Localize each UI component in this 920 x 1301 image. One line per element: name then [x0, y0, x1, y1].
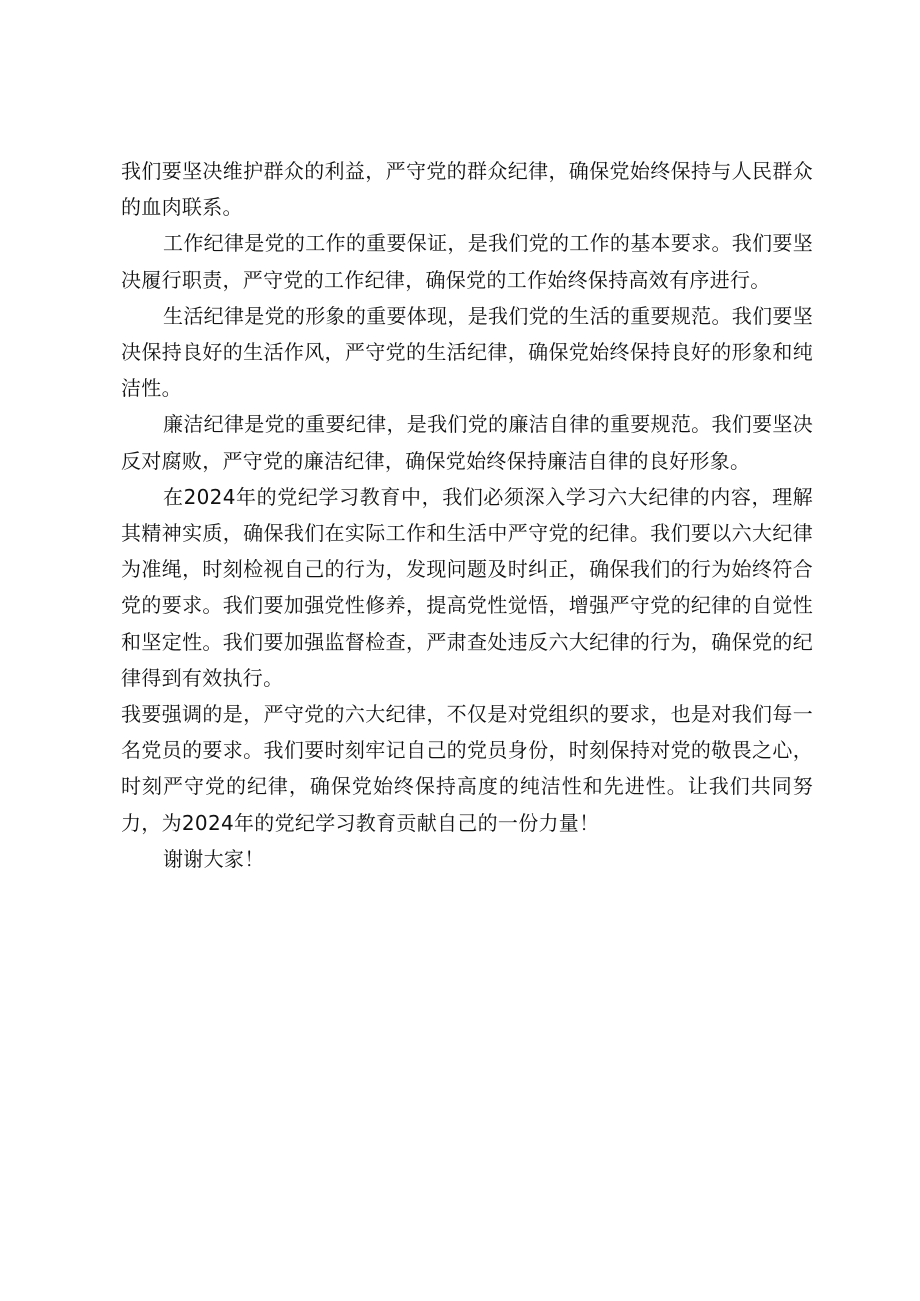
paragraph-life-discipline: 生活纪律是党的形象的重要体现，是我们党的生活的重要规范。我们要坚决保持良好的生活作风，严守党的生活纪律，确保党始终保持良好的形象和纯洁性。 — [121, 303, 813, 401]
paragraph-thanks: 谢谢大家！ — [163, 846, 265, 871]
paragraph-integrity-discipline: 廉洁纪律是党的重要纪律，是我们党的廉洁自律的重要规范。我们要坚决反对腐败，严守党的廉洁纪律，确保党始终保持廉洁自律的良好形象。 — [121, 412, 813, 473]
paragraph-emphasis: 我要强调的是，严守党的六大纪律，不仅是对党组织的要求，也是对我们每一名党员的要求。我们要时刻牢记自己的党员身份，时刻保持对党的敬畏之心，时刻严守党的纪律，确保党始终保持高度的纯洁性和先进性。让我们共同努力，为2024年的党纪学习教育贡献自己的一份力量！ — [121, 702, 813, 835]
document-body — [121, 153, 813, 877]
paragraph-mass-discipline: 我们要坚决维护群众的利益，严守党的群众纪律，确保党始终保持与人民群众的血肉联系。 — [121, 159, 813, 220]
paragraph-study-education: 在2024年的党纪学习教育中，我们必须深入学习六大纪律的内容，理解其精神实质，确保我们在实际工作和生活中严守党的纪律。我们要以六大纪律为准绳，时刻检视自己的行为，发现问题及时纠正，确保我们的行为始终符合党的要求。我们要加强党性修养，提高党性觉悟，增强严守党的纪律的自觉性和坚定性。我们要加强监督检查，严肃查处违反六大纪律的行为，确保党的纪律得到有效执行。 — [121, 484, 813, 690]
paragraph-work-discipline: 工作纪律是党的工作的重要保证，是我们党的工作的基本要求。我们要坚决履行职责，严守党的工作纪律，确保党的工作始终保持高效有序进行。 — [121, 231, 813, 292]
